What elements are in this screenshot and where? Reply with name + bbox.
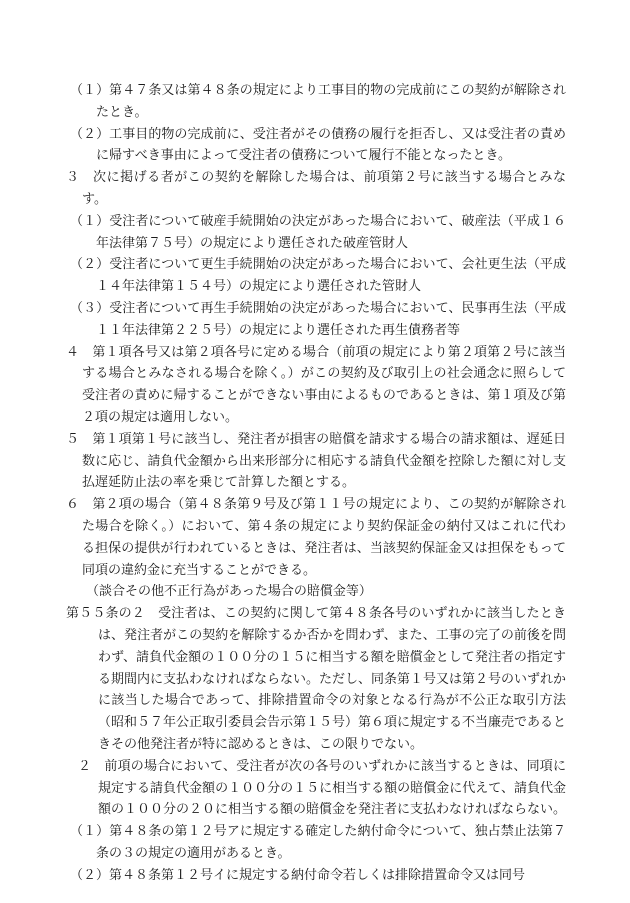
- clause-item-2: （２）工事目的物の完成前に、受注者がその債務の履行を拒否し、又は受注者の責めに帰すべき事由によって受注者の債務について履行不能となったとき。: [70, 126, 566, 164]
- article-55-2-paragraph-2: ２ 前項の場合において、受注者が次の各号のいずれかに該当するときは、同項に規定する請負代金額の１００分の１５に相当する額の賠償金に代えて、請負代金額の１００分の２０に相当する額の賠償金を発注者に支払わなければならない。: [78, 758, 567, 818]
- article-55-2: 第５５条の２ 受注者は、この契約に関して第４８条各号のいずれかに該当したときは、発注者がこの契約を解除するか否かを問わず、また、工事の完了の前後を問わず、請負代金額の１００分の１５に相当する額を賠償金として発注者の指定する期間内に支払わなければならない。ただし、同条第１号又は第２号のいずれかに該当した場合であって、排除措置命令の対象となる行為が不公正な取引方法（昭和５７年公正取引委員会告示第１５号）第６項に規定する不当廉売であるときその他発注者が特に認めるときは、この限りでない。: [66, 606, 567, 752]
- paragraph-5: ５ 第１項第１号に該当し、発注者が損害の賠償を請求する場合の請求額は、遅延日数に応じ、請負代金額から出来形部分に相応する請負代金額を控除した額に対し支払遅延防止法の率を乗じて計算した額とする。: [66, 431, 566, 491]
- paragraph-3: ３ 次に掲げる者がこの契約を解除した場合は、前項第２号に該当する場合とみなす。: [66, 170, 566, 207]
- article-heading: （談合その他不正行為があった場合の賠償金等）: [86, 584, 372, 600]
- paragraph-6: ６ 第２項の場合（第４８条第９号及び第１１号の規定により、この契約が解除された場合を除く。）において、第４条の規定により契約保証金の納付又はこれに代わる担保の提供が行われているときは、発注者は、当該契約保証金又は担保をもって同項の違約金に充当することができる。: [66, 497, 566, 578]
- article-55-2-item-2: （２）第４８条第１２号イに規定する納付命令若しくは排除措置命令又は同号: [70, 867, 526, 883]
- clause-item-2-reorganization: （２）受注者について更生手続開始の決定があった場合において、会社更生法（平成１４年法律第１５４号）の規定により選任された管財人: [70, 257, 566, 295]
- article-55-2-item-1: （１）第４８条の第１２号アに規定する確定した納付命令について、独占禁止法第７条の３の規定の適用があるとき。: [70, 824, 566, 861]
- clause-item-1: （１）第４７条又は第４８条の規定により工事目的物の完成前にこの契約が解除されたとき。: [70, 83, 566, 120]
- paragraph-4: ４ 第１項各号又は第２項各号に定める場合（前項の規定により第２項第２号に該当する場合とみなされる場合を除く。）がこの契約及び取引上の社会通念に照らして受注者の責めに帰することができない事由によるものであるときは、第１項及び第２項の規定は適用しない。: [66, 344, 566, 425]
- clause-item-1-bankruptcy: （１）受注者について破産手続開始の決定があった場合において、破産法（平成１６年法律第７５号）の規定により選任された破産管財人: [70, 213, 566, 251]
- contract-text: [66, 80, 566, 886]
- clause-item-3-rehabilitation: （３）受注者について再生手続開始の決定があった場合において、民事再生法（平成１１年法律第２２５号）の規定により選任された再生債務者等: [70, 300, 566, 338]
